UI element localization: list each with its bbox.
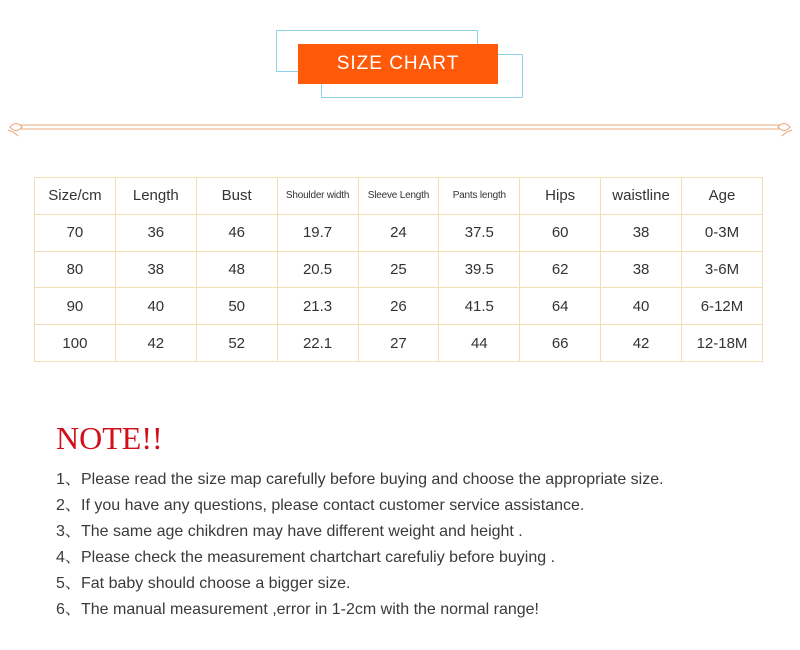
table-cell: 52 — [196, 325, 277, 362]
column-header-bust: Bust — [196, 178, 277, 215]
table-cell: 38 — [601, 214, 682, 251]
table-row — [35, 214, 763, 251]
column-header-length: Length — [115, 178, 196, 215]
table-row — [35, 288, 763, 325]
list-item — [56, 520, 664, 546]
table-cell: 41.5 — [439, 288, 520, 325]
note-number: 5、 — [56, 575, 81, 592]
column-header-sleeve-length: Sleeve Length — [358, 178, 439, 215]
list-item — [56, 572, 664, 598]
table-cell: 39.5 — [439, 251, 520, 288]
note-text: Please read the size map carefully before buying and choose the appropriate size. — [81, 471, 664, 488]
size-chart-header — [276, 30, 524, 98]
note-text: Please check the measurement chartchart carefuliy before buying . — [81, 549, 556, 566]
table-cell: 40 — [115, 288, 196, 325]
column-header-hips: Hips — [520, 178, 601, 215]
list-item — [56, 598, 664, 624]
table-cell: 0-3M — [682, 214, 763, 251]
table-cell: 27 — [358, 325, 439, 362]
column-header-shoulder-width: Shoulder width — [277, 178, 358, 215]
table-cell: 50 — [196, 288, 277, 325]
notes-list — [56, 468, 664, 624]
table-cell: 21.3 — [277, 288, 358, 325]
table-cell: 46 — [196, 214, 277, 251]
table-cell: 6-12M — [682, 288, 763, 325]
note-number: 4、 — [56, 549, 81, 566]
table-cell: 44 — [439, 325, 520, 362]
size-table — [34, 177, 763, 362]
column-header-pants-length: Pants length — [439, 178, 520, 215]
table-cell: 20.5 — [277, 251, 358, 288]
table-cell: 38 — [115, 251, 196, 288]
table-cell: 90 — [35, 288, 116, 325]
note-number: 6、 — [56, 601, 81, 618]
table-cell: 48 — [196, 251, 277, 288]
table-cell: 64 — [520, 288, 601, 325]
column-header-size: Size/cm — [35, 178, 116, 215]
table-cell: 25 — [358, 251, 439, 288]
table-cell: 42 — [115, 325, 196, 362]
table-cell: 38 — [601, 251, 682, 288]
column-header-age: Age — [682, 178, 763, 215]
table-cell: 62 — [520, 251, 601, 288]
table-cell: 3-6M — [682, 251, 763, 288]
note-text: The manual measurement ,error in 1-2cm with the normal range! — [81, 601, 539, 618]
table-cell: 37.5 — [439, 214, 520, 251]
table-row — [35, 251, 763, 288]
list-item — [56, 468, 664, 494]
table-cell: 60 — [520, 214, 601, 251]
table-cell: 36 — [115, 214, 196, 251]
list-item — [56, 494, 664, 520]
note-text: Fat baby should choose a bigger size. — [81, 575, 351, 592]
table-cell: 40 — [601, 288, 682, 325]
note-number: 2、 — [56, 497, 81, 514]
table-cell: 22.1 — [277, 325, 358, 362]
table-cell: 66 — [520, 325, 601, 362]
table-cell: 19.7 — [277, 214, 358, 251]
column-header-waistline: waistline — [601, 178, 682, 215]
note-text: The same age chikdren may have different weight and height . — [81, 523, 523, 540]
list-item — [56, 546, 664, 572]
note-number: 1、 — [56, 471, 81, 488]
table-cell: 24 — [358, 214, 439, 251]
note-number: 3、 — [56, 523, 81, 540]
table-cell: 80 — [35, 251, 116, 288]
table-cell: 12-18M — [682, 325, 763, 362]
table-header-row — [35, 178, 763, 215]
table-row — [35, 325, 763, 362]
table-cell: 70 — [35, 214, 116, 251]
note-text: If you have any questions, please contact customer service assistance. — [81, 497, 585, 514]
note-title: NOTE!! — [56, 420, 163, 456]
table-cell: 100 — [35, 325, 116, 362]
size-chart-title: SIZE CHART — [298, 44, 498, 84]
table-cell: 42 — [601, 325, 682, 362]
table-cell: 26 — [358, 288, 439, 325]
ornamental-divider — [8, 118, 792, 138]
